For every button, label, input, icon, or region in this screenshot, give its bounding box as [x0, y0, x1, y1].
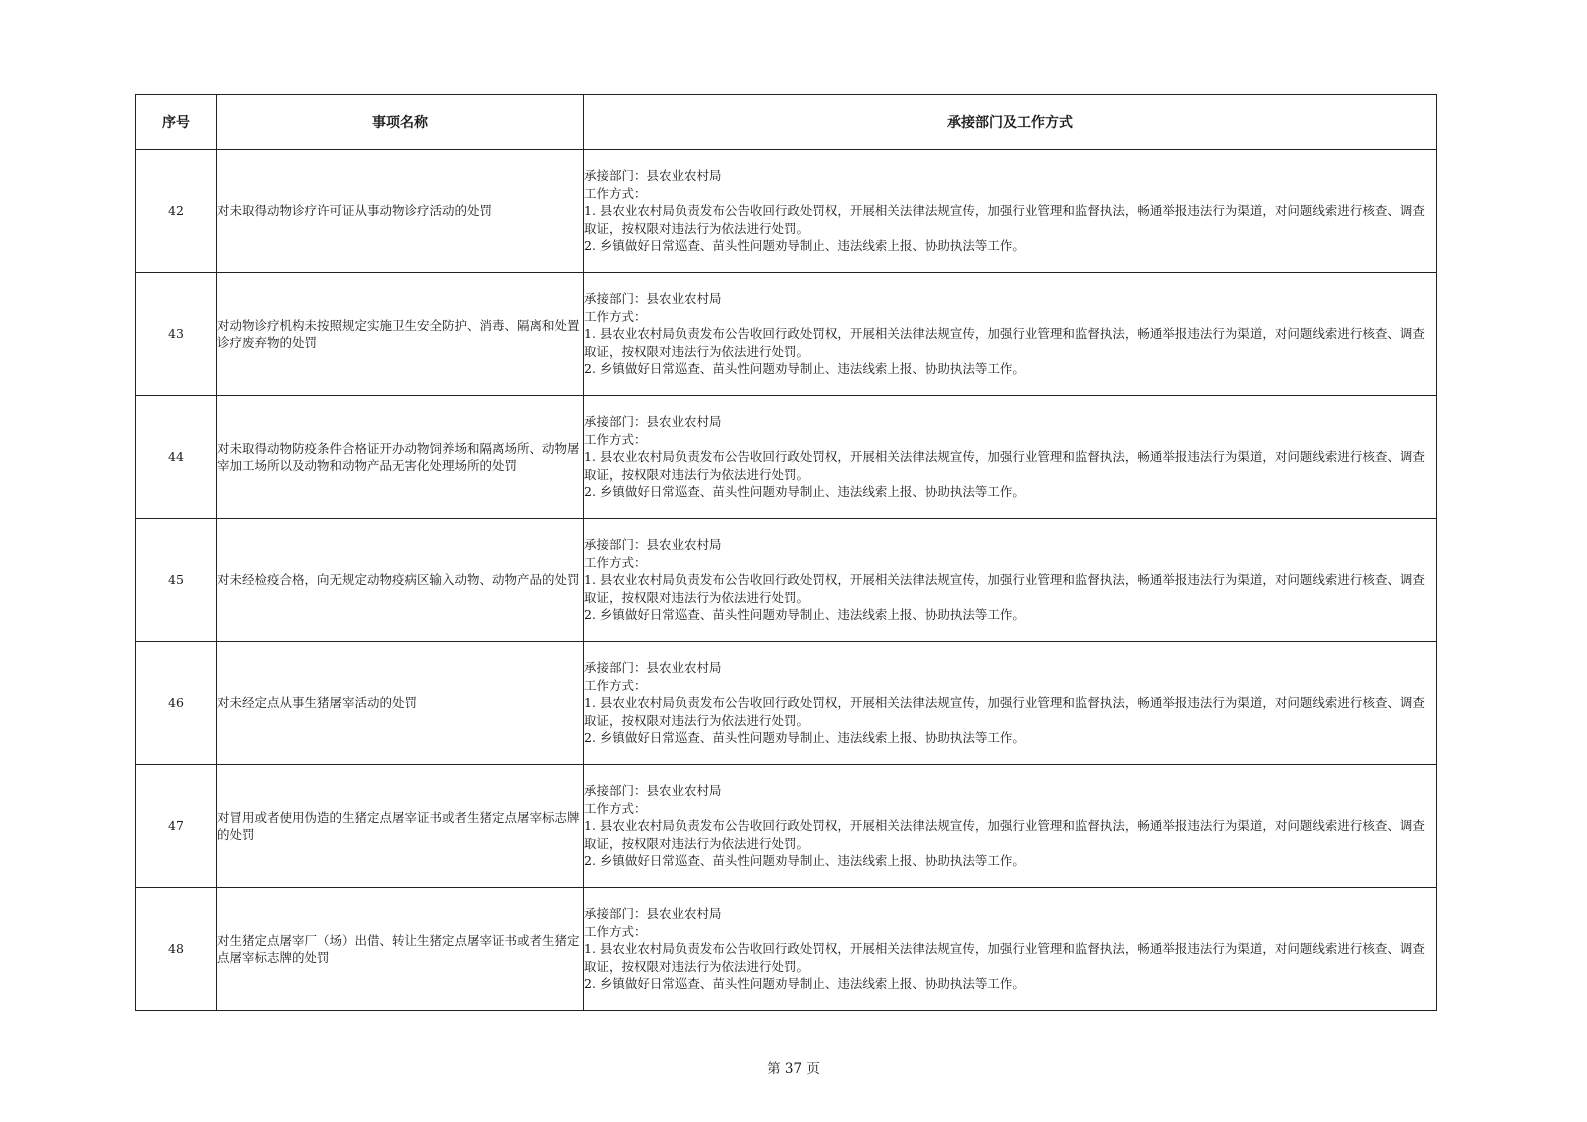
row-seq-number: 45 — [136, 519, 217, 642]
method-label: 工作方式： — [584, 554, 647, 570]
table-row — [136, 273, 1437, 396]
method-item: 1. 县农业农村局负责发布公告收回行政处罚权，开展相关法律法规宣传，加强行业管理和监督执法，畅通举报违法行为渠道，对问题线索进行核查、调查取证，按权限对违法行为依法进行处罚。 — [584, 203, 1425, 236]
header-row — [136, 95, 1437, 150]
method-item: 1. 县农业农村局负责发布公告收回行政处罚权，开展相关法律法规宣传，加强行业管理和监督执法，畅通举报违法行为渠道，对问题线索进行核查、调查取证，按权限对违法行为依法进行处罚。 — [584, 818, 1425, 851]
dept-line: 承接部门：县农业农村局 — [584, 660, 722, 676]
row-matter-name: 对冒用或者使用伪造的生猪定点屠宰证书或者生猪定点屠宰标志牌的处罚 — [217, 765, 584, 888]
row-dept-and-method — [584, 519, 1437, 642]
page-number: 第 37 页 — [767, 1061, 820, 1077]
method-item: 2. 乡镇做好日常巡查、苗头性问题劝导制止、违法线索上报、协助执法等工作。 — [584, 853, 1025, 869]
header-dept-and-method: 承接部门及工作方式 — [584, 95, 1437, 150]
row-dept-and-method — [584, 642, 1437, 765]
header-matter-name: 事项名称 — [217, 95, 584, 150]
row-seq-number: 43 — [136, 273, 217, 396]
method-item: 1. 县农业农村局负责发布公告收回行政处罚权，开展相关法律法规宣传，加强行业管理和监督执法，畅通举报违法行为渠道，对问题线索进行核查、调查取证，按权限对违法行为依法进行处罚。 — [584, 695, 1425, 728]
method-label: 工作方式： — [584, 185, 647, 201]
table-row — [136, 150, 1437, 273]
table-row — [136, 396, 1437, 519]
method-item: 2. 乡镇做好日常巡查、苗头性问题劝导制止、违法线索上报、协助执法等工作。 — [584, 361, 1025, 377]
method-item: 1. 县农业农村局负责发布公告收回行政处罚权，开展相关法律法规宣传，加强行业管理和监督执法，畅通举报违法行为渠道，对问题线索进行核查、调查取证，按权限对违法行为依法进行处罚。 — [584, 449, 1425, 482]
dept-line: 承接部门：县农业农村局 — [584, 291, 722, 307]
method-label: 工作方式： — [584, 677, 647, 693]
row-matter-name: 对未取得动物诊疗许可证从事动物诊疗活动的处罚 — [217, 150, 584, 273]
method-label: 工作方式： — [584, 923, 647, 939]
row-matter-name: 对未取得动物防疫条件合格证开办动物饲养场和隔离场所、动物屠宰加工场所以及动物和动物产品无害化处理场所的处罚 — [217, 396, 584, 519]
method-item: 2. 乡镇做好日常巡查、苗头性问题劝导制止、违法线索上报、协助执法等工作。 — [584, 730, 1025, 746]
row-seq-number: 47 — [136, 765, 217, 888]
row-dept-and-method — [584, 150, 1437, 273]
row-matter-name: 对未经检疫合格，向无规定动物疫病区输入动物、动物产品的处罚 — [217, 519, 584, 642]
row-seq-number: 42 — [136, 150, 217, 273]
dept-line: 承接部门：县农业农村局 — [584, 168, 722, 184]
method-label: 工作方式： — [584, 431, 647, 447]
method-label: 工作方式： — [584, 800, 647, 816]
table-row — [136, 642, 1437, 765]
row-dept-and-method — [584, 396, 1437, 519]
matters-table — [135, 94, 1437, 1011]
row-dept-and-method — [584, 888, 1437, 1011]
method-item: 1. 县农业农村局负责发布公告收回行政处罚权，开展相关法律法规宣传，加强行业管理和监督执法，畅通举报违法行为渠道，对问题线索进行核查、调查取证，按权限对违法行为依法进行处罚。 — [584, 326, 1425, 359]
method-item: 1. 县农业农村局负责发布公告收回行政处罚权，开展相关法律法规宣传，加强行业管理和监督执法，畅通举报违法行为渠道，对问题线索进行核查、调查取证，按权限对违法行为依法进行处罚。 — [584, 572, 1425, 605]
row-matter-name: 对动物诊疗机构未按照规定实施卫生安全防护、消毒、隔离和处置诊疗废弃物的处罚 — [217, 273, 584, 396]
dept-line: 承接部门：县农业农村局 — [584, 783, 722, 799]
method-item: 1. 县农业农村局负责发布公告收回行政处罚权，开展相关法律法规宣传，加强行业管理和监督执法，畅通举报违法行为渠道，对问题线索进行核查、调查取证，按权限对违法行为依法进行处罚。 — [584, 941, 1425, 974]
method-item: 2. 乡镇做好日常巡查、苗头性问题劝导制止、违法线索上报、协助执法等工作。 — [584, 607, 1025, 623]
method-item: 2. 乡镇做好日常巡查、苗头性问题劝导制止、违法线索上报、协助执法等工作。 — [584, 976, 1025, 992]
row-dept-and-method — [584, 765, 1437, 888]
dept-line: 承接部门：县农业农村局 — [584, 414, 722, 430]
row-matter-name: 对生猪定点屠宰厂（场）出借、转让生猪定点屠宰证书或者生猪定点屠宰标志牌的处罚 — [217, 888, 584, 1011]
dept-line: 承接部门：县农业农村局 — [584, 906, 722, 922]
row-seq-number: 46 — [136, 642, 217, 765]
header-seq: 序号 — [136, 95, 217, 150]
table-row — [136, 519, 1437, 642]
row-dept-and-method — [584, 273, 1437, 396]
row-matter-name: 对未经定点从事生猪屠宰活动的处罚 — [217, 642, 584, 765]
table-row — [136, 765, 1437, 888]
row-seq-number: 48 — [136, 888, 217, 1011]
dept-line: 承接部门：县农业农村局 — [584, 537, 722, 553]
table-row — [136, 888, 1437, 1011]
table-header — [136, 95, 1437, 150]
method-item: 2. 乡镇做好日常巡查、苗头性问题劝导制止、违法线索上报、协助执法等工作。 — [584, 238, 1025, 254]
row-seq-number: 44 — [136, 396, 217, 519]
method-item: 2. 乡镇做好日常巡查、苗头性问题劝导制止、违法线索上报、协助执法等工作。 — [584, 484, 1025, 500]
method-label: 工作方式： — [584, 308, 647, 324]
table-body — [136, 150, 1437, 1011]
